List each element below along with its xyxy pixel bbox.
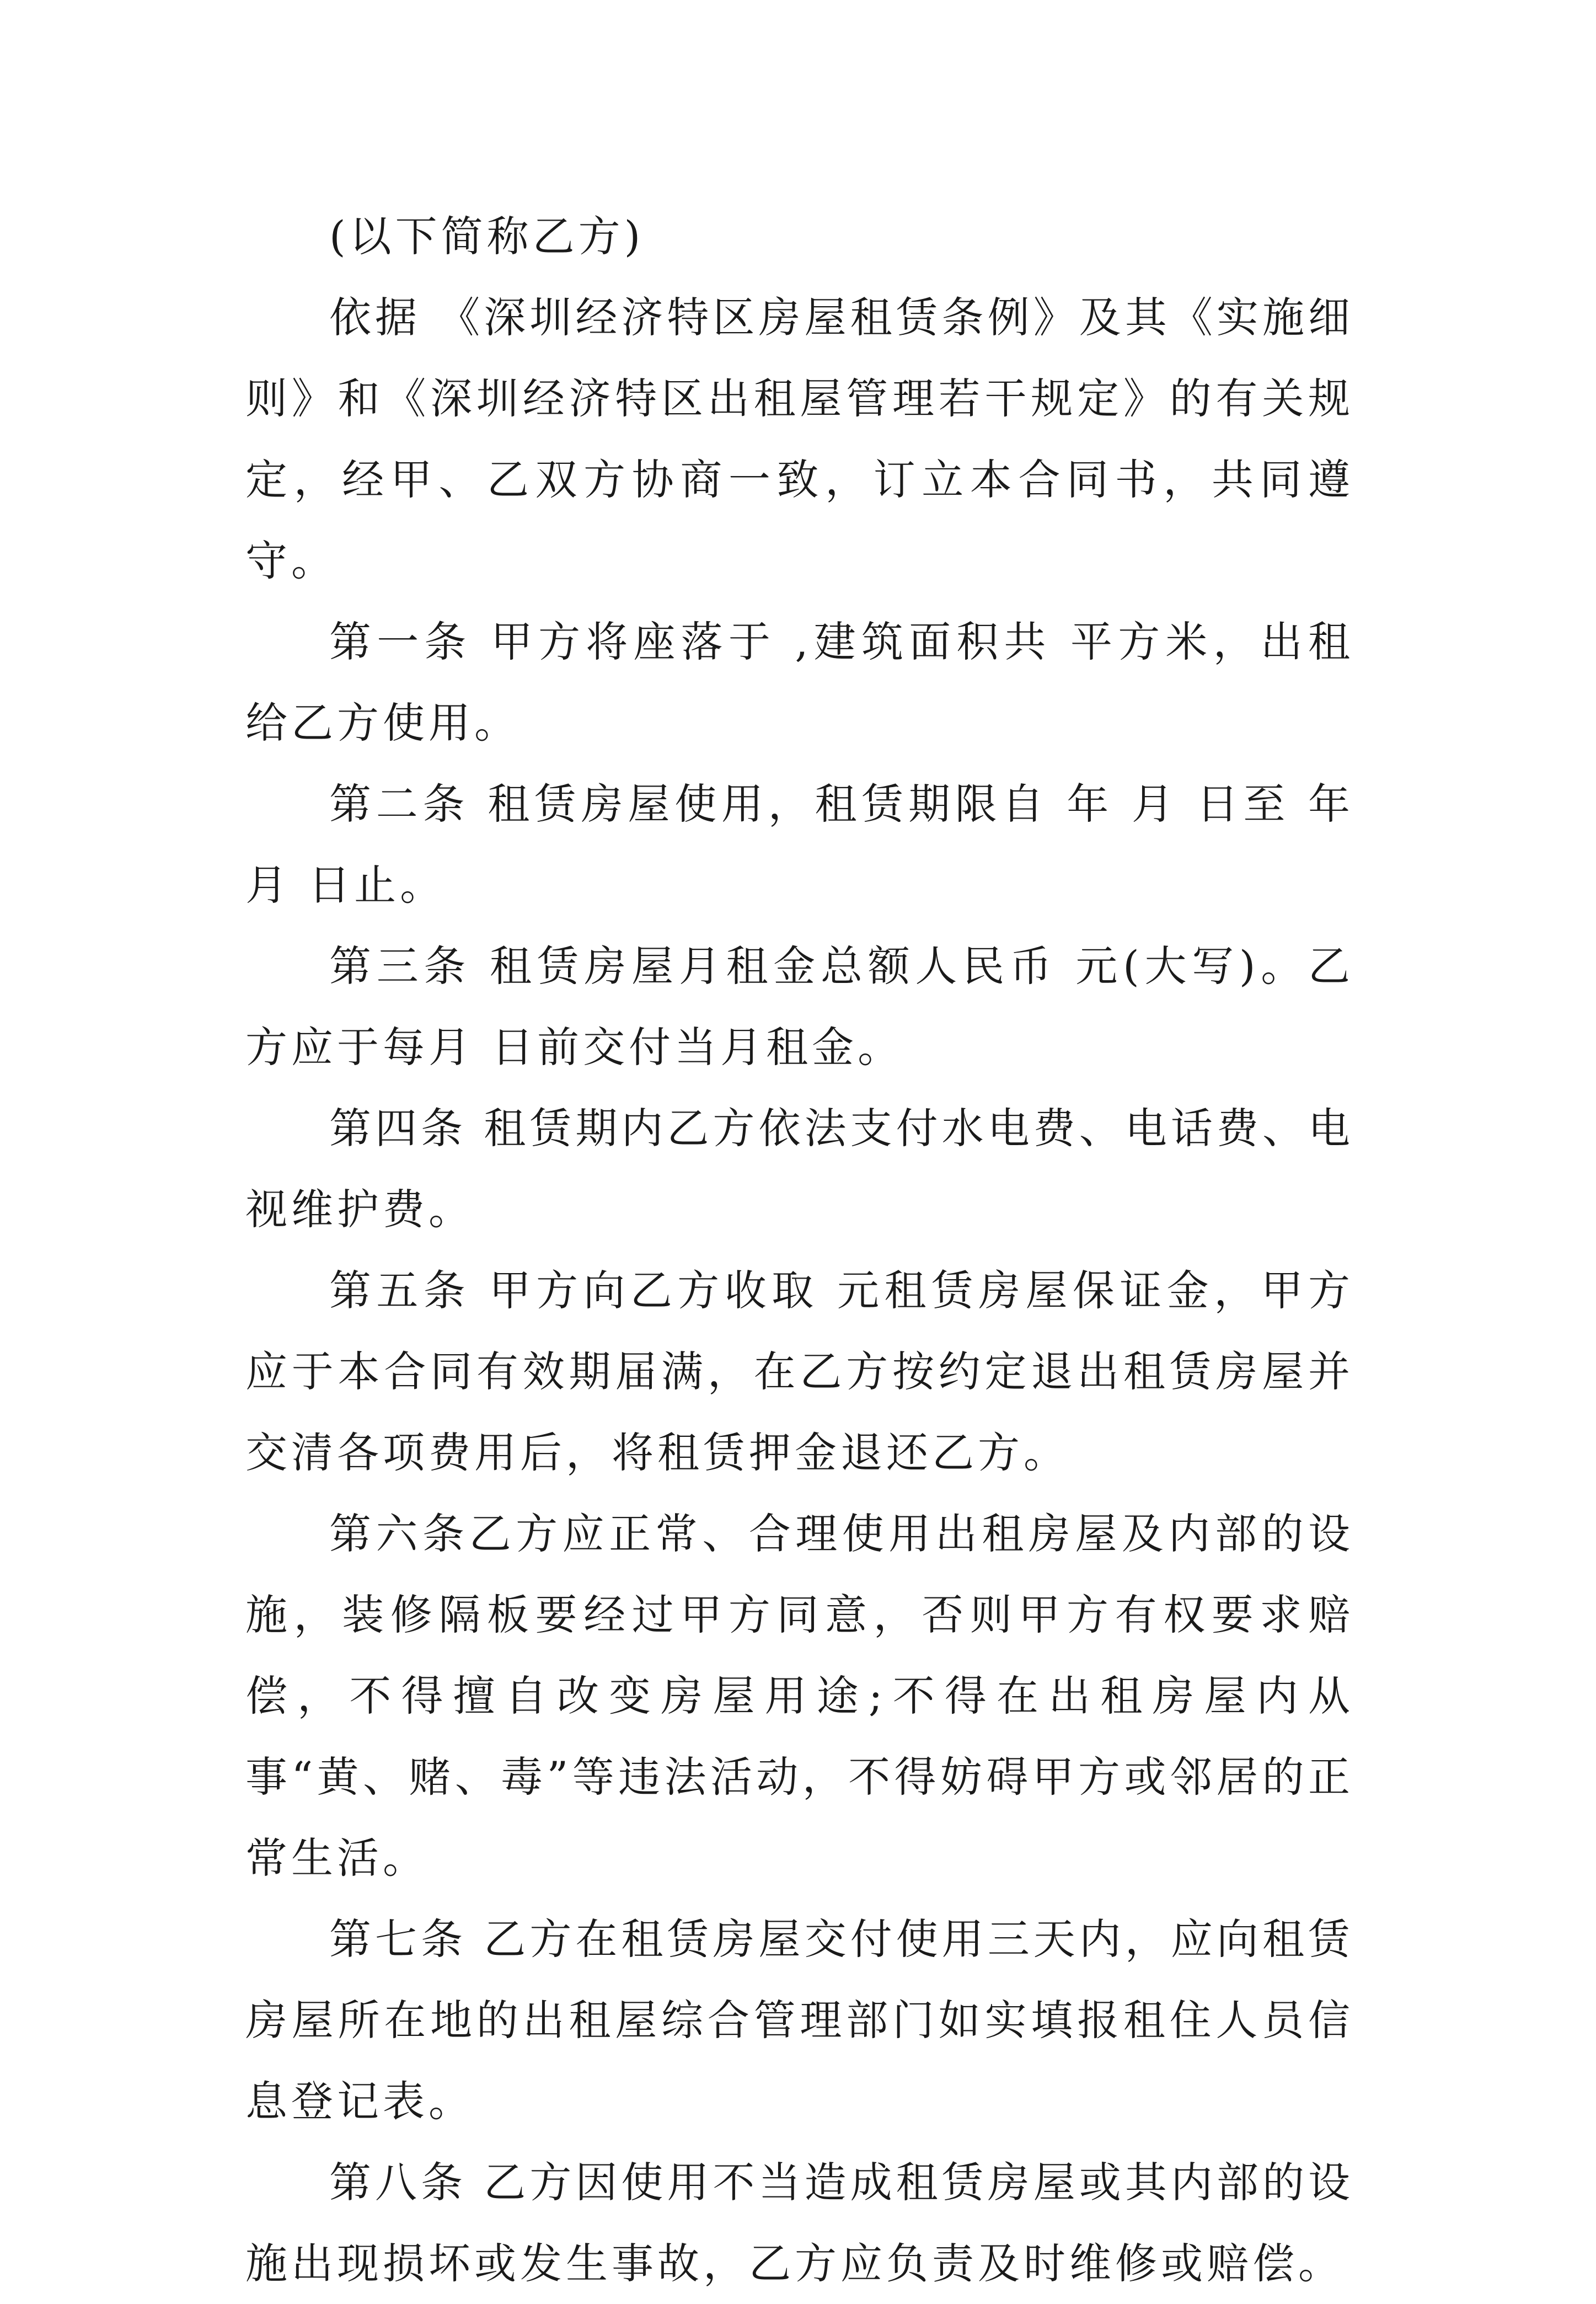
legal-basis-paragraph: 依据 《深圳经济特区房屋租赁条例》及其《实施细则》和《深圳经济特区出租屋管理若干规定》的有关规定，经甲、乙双方协商一致，订立本合同书，共同遵守。 [245,293,1354,585]
article-4: 第四条 租赁期内乙方依法支付水电费、电话费、电视维护费。 [245,1104,1354,1234]
contract-page [245,196,1354,2304]
article-1: 第一条 甲方将座落于 ,建筑面积共 平方米，出租给乙方使用。 [245,617,1354,747]
article-8: 第八条 乙方因使用不当造成租赁房屋或其内部的设施出现损坏或发生事故，乙方应负责及时维修或赔偿。 [245,2158,1354,2288]
article-3: 第三条 租赁房屋月租金总额人民币 元(大写)。乙方应于每月 日前交付当月租金。 [245,942,1354,1072]
article-5: 第五条 甲方向乙方收取 元租赁房屋保证金，甲方应于本合同有效期届满，在乙方按约定退出租赁房屋并交清各项费用后，将租赁押金退还乙方。 [245,1266,1354,1477]
party-b-abbreviation: (以下简称乙方) [329,212,645,261]
article-7: 第七条 乙方在租赁房屋交付使用三天内，应向租赁房屋所在地的出租屋综合管理部门如实填报租住人员信息登记表。 [245,1915,1354,2126]
article-2: 第二条 租赁房屋使用，租赁期限自 年 月 日至 年 月 日止。 [245,779,1354,910]
article-6: 第六条乙方应正常、合理使用出租房屋及内部的设施，装修隔板要经过甲方同意，否则甲方有权要求赔偿，不得擅自改变房屋用途;不得在出租房屋内从事“黄、赌、毒”等违法活动，不得妨碍甲方或邻居的正常生活。 [245,1509,1354,1883]
